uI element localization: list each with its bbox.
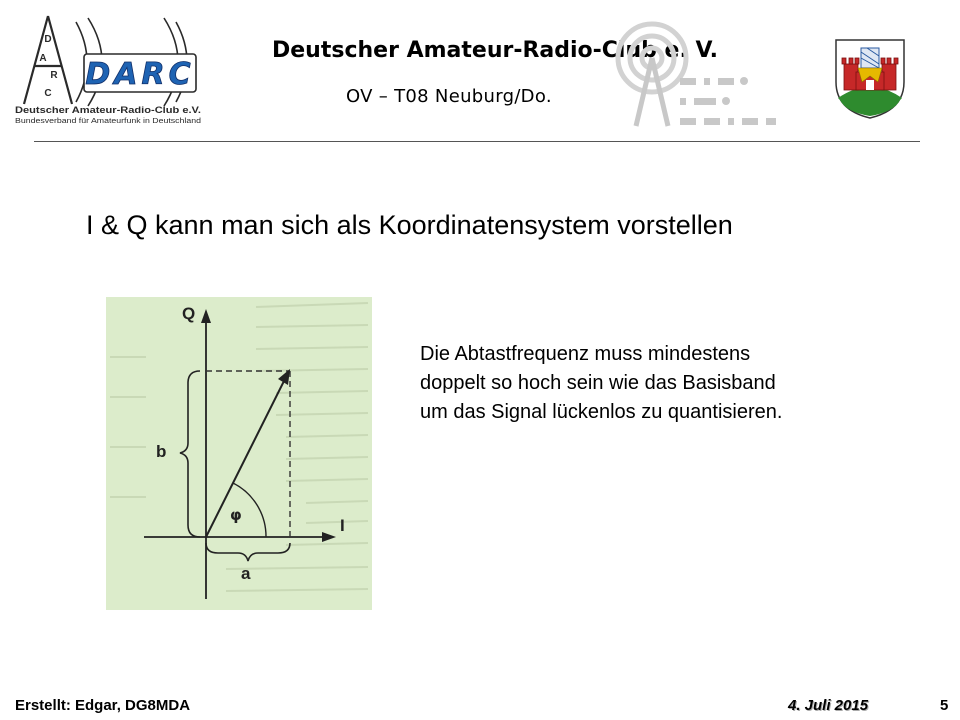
logo-letter-r: R bbox=[50, 70, 58, 81]
body-line-3: um das Signal lückenlos zu quantisieren. bbox=[420, 401, 783, 423]
footer-author: Erstellt: Edgar, DG8MDA bbox=[15, 697, 191, 714]
darc-wordmark: DARC bbox=[85, 57, 195, 92]
logo-letter-a: A bbox=[39, 53, 47, 64]
logo-tagline: Bundesverband für Amateurfunk in Deutschland bbox=[15, 118, 202, 125]
logo-letter-d: D bbox=[44, 34, 52, 45]
org-title: Deutscher Amateur-Radio-Club e. V. bbox=[272, 38, 719, 63]
header-divider bbox=[34, 141, 920, 142]
logo-letter-c: C bbox=[44, 88, 52, 99]
ov-subtitle: OV – T08 Neuburg/Do. bbox=[346, 86, 552, 107]
slide-heading: I & Q kann man sich als Koordinatensystem vorstellen bbox=[86, 210, 733, 240]
label-i: I bbox=[340, 516, 345, 535]
iq-coordinate-diagram bbox=[106, 297, 372, 610]
body-paragraph bbox=[420, 340, 782, 427]
neuburg-coat-of-arms bbox=[834, 38, 906, 120]
label-b: b bbox=[156, 442, 167, 461]
body-line-2: doppelt so hoch sein wie das Basisband bbox=[420, 372, 776, 394]
footer-date: 4. Juli 2015 bbox=[788, 697, 869, 714]
diagram-background bbox=[106, 297, 372, 610]
label-q: Q bbox=[182, 304, 196, 323]
body-line-1: Die Abtastfrequenz muss mindestens bbox=[420, 343, 751, 365]
logo-name-line: Deutscher Amateur-Radio-Club e.V. bbox=[15, 105, 201, 115]
radio-tower-watermark-icon bbox=[600, 18, 800, 128]
darc-logo bbox=[14, 14, 204, 126]
page-number: 5 bbox=[940, 697, 949, 714]
label-a: a bbox=[241, 564, 251, 583]
label-phi: φ bbox=[230, 506, 242, 524]
